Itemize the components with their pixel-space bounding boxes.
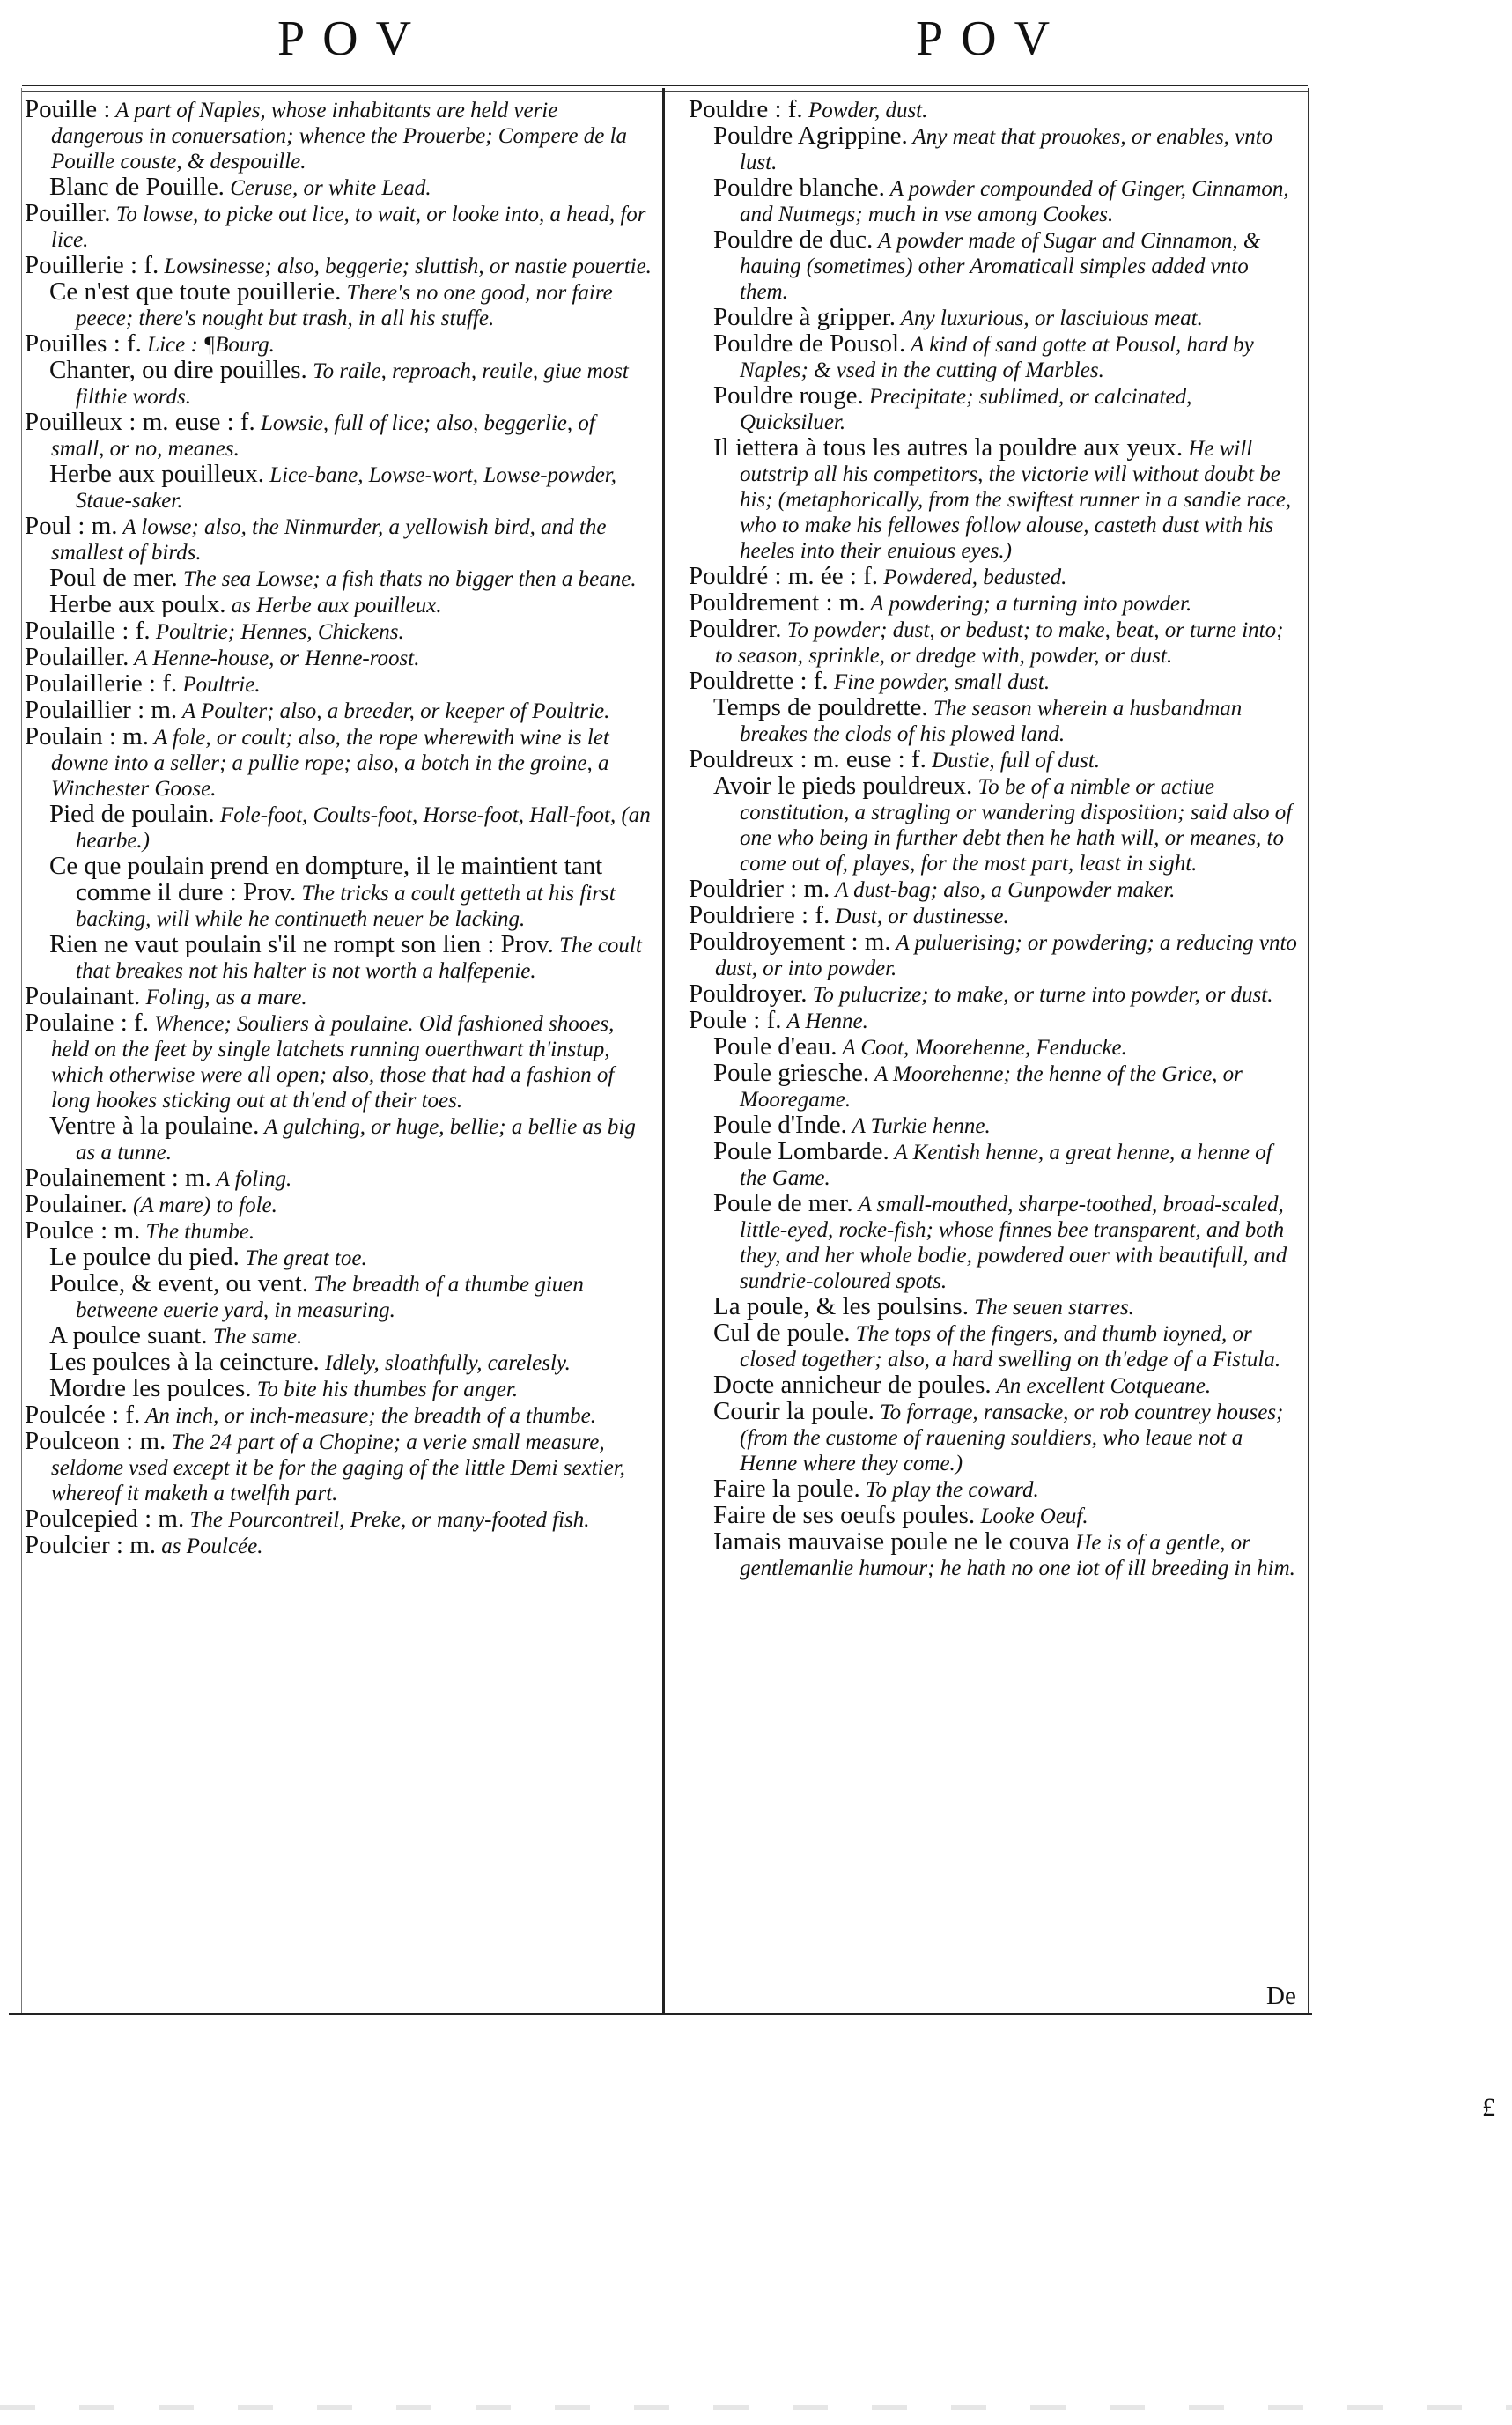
column-divider [662,88,665,2013]
entry-headword: Ventre à la poulaine. [49,1112,260,1140]
dictionary-entry [25,932,652,984]
entry-definition: To pulucrize; to make, or turne into powder, or dust. [807,983,1273,1007]
entry-headword: Il iettera à tous les autres la pouldre aux yeux. [713,433,1184,462]
entry-definition: Ceruse, or white Lead. [224,176,431,200]
entry-headword: Pouilles : f. [25,329,142,358]
entry-definition: A Moorehenne; the henne of the Grice, or Mooregame. [740,1062,1243,1112]
entry-definition: A Henne. [781,1009,868,1033]
dictionary-entry [25,592,652,618]
top-rule-inner [22,91,1308,92]
entry-definition: as Herbe aux pouilleux. [225,594,442,617]
entry-definition: To raile, reproach, reuile, giue most filthie words. [76,359,629,409]
entry-definition: Lowsinesse; also, beggerie; sluttish, or nastie pouertie. [159,255,652,278]
dictionary-entry [689,929,1301,981]
entry-definition: A powder made of Sugar and Cinnamon, & hauing (sometimes) other Aromaticall simples added vnto them. [740,229,1261,304]
dictionary-entry [689,1476,1301,1503]
entry-definition: To be of a nimble or actiue constitution, a stragling or wandering disposition; said also of one who being in further debt then he hath will, or meanes, to come out of, playes, for the most part, least in sight. [740,775,1293,876]
entry-headword: Poulainement : m. [25,1164,211,1192]
entry-headword: Pouille : [25,95,111,123]
dictionary-entry [689,773,1301,876]
entry-definition: The great toe. [239,1246,367,1270]
entry-definition: Fine powder, small dust. [828,670,1051,694]
entry-definition: Powder, dust. [802,99,928,122]
dictionary-entry [25,1218,652,1245]
entry-headword: Pouldre : f. [689,95,803,123]
dictionary-entry [25,410,652,462]
entry-definition: Foling, as a mare. [140,986,307,1009]
entry-headword: Pied de poulain. [49,800,215,828]
entry-headword: Temps de pouldrette. [713,693,928,721]
entry-definition: He will outstrip all his competitors, the victorie will without doubt be his; (metaphorically, from the swiftest runner in a sandie race, who to make his fellowes follow alouse, casteth dust with his heeles into their enuious eyes.) [740,437,1292,563]
dictionary-entry [25,698,652,724]
dictionary-entry [25,1113,652,1165]
dictionary-entry [25,1402,652,1429]
entry-headword: Les poulces à la ceincture. [49,1348,320,1376]
entry-definition: The season wherein a husbandman breakes the clods of his plowed land. [740,697,1243,746]
dictionary-entry [689,1113,1301,1139]
entry-definition: A Henne-house, or Henne-roost. [129,647,420,670]
entry-definition: Whence; Souliers à poulaine. Old fashioned shooes, held on the feet by single latchets running ouerthwart th'instup, which otherwise were all open; also, those that had a fashion of long hookes sticking out at th'end of their toes. [51,1012,615,1113]
catchword: De [1266,1982,1296,2010]
dictionary-entry [689,1191,1301,1294]
entry-definition: A Poulter; also, a breeder, or keeper of Poultrie. [177,699,610,723]
dictionary-entry [689,695,1301,747]
entry-definition: The breadth of a thumbe giuen betweene euerie yard, in measuring. [76,1273,584,1322]
entry-definition: A part of Naples, whose inhabitants are held verie dangerous in conuersation; whence the Prouerbe; Compere de la Pouille couste, & despouille. [51,99,628,174]
dictionary-entry [25,645,652,671]
entry-headword: Le poulce du pied. [49,1243,240,1271]
dictionary-entry [689,1061,1301,1113]
entry-headword: Pouldre de duc. [713,225,874,254]
entry-headword: La poule, & les poulsins. [713,1292,969,1320]
dictionary-entry [689,564,1301,590]
entry-headword: Pouldre de Pousol. [713,329,906,358]
entry-definition: An excellent Cotqueane. [991,1374,1212,1398]
entry-headword: Pouldrement : m. [689,588,866,617]
entry-headword: Pouiller. [25,199,111,227]
entry-headword: Pouldrier : m. [689,875,830,903]
dictionary-entry [25,618,652,645]
dictionary-entry [25,253,652,279]
entry-definition: To bite his thumbes for anger. [251,1378,519,1401]
entry-definition: (A mare) to fole. [127,1194,277,1217]
left-margin-rule [21,88,22,2013]
entry-headword: Pouldroyer. [689,980,808,1008]
dictionary-entry [25,1245,652,1271]
entry-headword: Poulaine : f. [25,1009,149,1037]
entry-definition: A small-mouthed, sharpe-toothed, broad-scaled, little-eyed, rocke-fish; whose finnes bee transparent, and both they, and her whole bodie, powdered ouer with beautifull, and sundrie-coloured spots. [740,1193,1287,1293]
dictionary-entry [25,566,652,592]
dictionary-entry [689,97,1301,123]
entry-headword: Poulceon : m. [25,1427,166,1455]
entry-headword: Pouldre Agrippine. [713,122,908,150]
entry-definition: A Turkie henne. [846,1114,991,1138]
entry-headword: Pouldrer. [689,615,782,643]
dictionary-entry [689,1320,1301,1372]
entry-definition: The 24 part of a Chopine; a verie small measure, seldome vsed except it be for the gaging of the little Demi sextier, whereof it maketh a twelfth part. [51,1431,625,1505]
entry-headword: Poule de mer. [713,1189,853,1217]
entry-headword: Poulcier : m. [25,1531,157,1559]
entry-definition: Any luxurious, or lasciuious meat. [895,307,1203,330]
entry-headword: Poulainer. [25,1190,128,1218]
dictionary-entry [25,671,652,698]
running-head-right: POV [916,11,1068,66]
dictionary-entry [689,227,1301,305]
entry-definition: The seuen starres. [968,1296,1134,1320]
entry-definition: Idlely, sloathfully, carelesly. [319,1351,571,1375]
dictionary-entry [25,1429,652,1506]
right-margin-rule [1308,88,1309,2013]
entry-definition: A Kentish henne, a great henne, a henne of the Game. [740,1141,1272,1190]
entry-definition: A lowse; also, the Ninmurder, a yellowish bird, and the smallest of birds. [51,515,607,565]
entry-definition: To forrage, ransacke, or rob countrey houses; (from the custome of rauening souldiers, who leaue not a Henne where they come.) [740,1401,1284,1475]
dictionary-entry [25,174,652,201]
dictionary-entry [25,1271,652,1323]
entry-headword: Herbe aux pouilleux. [49,460,265,488]
entry-definition: Lowsie, full of lice; also, beggerlie, of small, or no, meanes. [51,411,595,461]
entry-definition: The tricks a coult getteth at his first backing, will while he continueth neuer be lacking. [76,882,616,931]
entry-definition: Powdered, bedusted. [878,566,1067,589]
dictionary-entry [689,981,1301,1008]
entry-headword: Pouldre rouge. [713,381,864,410]
entry-definition: An inch, or inch-measure; the breadth of a thumbe. [140,1404,597,1428]
dictionary-entry [25,1323,652,1349]
entry-headword: Poulailler. [25,643,129,671]
entry-definition: The Pourcontreil, Preke, or many-footed fish. [184,1508,590,1532]
entry-definition: To lowse, to picke out lice, to wait, or looke into, a head, for lice. [51,203,646,252]
entry-headword: Poule d'Inde. [713,1111,847,1139]
dictionary-entry [25,802,652,854]
entry-headword: Courir la poule. [713,1397,874,1425]
dictionary-entry [25,1010,652,1113]
entry-definition: The coult that breakes not his halter is not worth a halfepenie. [76,934,642,983]
entry-definition: To powder; dust, or bedust; to make, beat, or turne into; to season, sprinkle, or dredge with, powder, or dust. [715,618,1284,668]
entry-definition: A Coot, Moorehenne, Fenducke. [837,1036,1127,1060]
dictionary-entry [689,383,1301,435]
entry-headword: Blanc de Pouille. [49,173,225,201]
dictionary-entry [689,1372,1301,1399]
entry-definition: Poultrie; Hennes, Chickens. [150,620,404,644]
dictionary-entry [689,903,1301,929]
entry-definition: A kind of sand gotte at Pousol, hard by Naples; & vsed in the cutting of Marbles. [740,333,1254,382]
dictionary-entry [25,358,652,410]
entry-headword: Pouilleux : m. euse : f. [25,408,255,436]
entry-headword: Poulcée : f. [25,1401,141,1429]
entry-headword: Poulaillier : m. [25,696,178,724]
entry-definition: Poultrie. [177,673,261,697]
entry-definition: Lice-bane, Lowse-wort, Lowse-powder, Staue-saker. [76,463,617,513]
entry-headword: Pouldreux : m. euse : f. [689,745,926,773]
entry-headword: Pouldré : m. ée : f. [689,562,879,590]
entry-headword: Poule Lombarde. [713,1137,889,1165]
bottom-edge-noise [0,2405,1512,2410]
entry-definition: Lice : ¶Bourg. [141,333,275,357]
entry-headword: Faire la poule. [713,1475,860,1503]
entry-headword: Poule griesche. [713,1059,870,1087]
dictionary-entry [25,462,652,514]
entry-definition: A puluerising; or powdering; a reducing vnto dust, or into powder. [715,931,1297,980]
entry-definition: A gulching, or huge, bellie; a bellie as big as a tunne. [76,1115,636,1164]
dictionary-entry [25,724,652,802]
entry-definition: A dust-bag; also, a Gunpowder maker. [830,878,1176,902]
entry-headword: Ce n'est que toute pouillerie. [49,277,342,306]
entry-headword: Cul de poule. [713,1319,851,1347]
entry-definition: A fole, or coult; also, the rope wherewith wine is let downe into a seller; a pullie rope; also, a botch in the groine, a Winchester Goose. [51,726,609,801]
entry-headword: Pouldre à gripper. [713,303,896,331]
dictionary-entry [25,1506,652,1533]
dictionary-entry [25,201,652,253]
right-column [689,97,1301,1581]
dictionary-entry [689,590,1301,617]
entry-definition: The thumbe. [140,1220,255,1244]
entry-definition: Fole-foot, Coults-foot, Horse-foot, Hall-foot, (an hearbe.) [76,803,651,853]
entry-definition: The sea Lowse; a fish thats no bigger then a beane. [177,567,637,591]
dictionary-entry [689,669,1301,695]
dictionary-entry [689,175,1301,227]
top-rule [22,85,1308,86]
entry-definition: A powdering; a turning into powder. [865,592,1192,616]
dictionary-entry [25,331,652,358]
entry-headword: Mordre les poulces. [49,1374,252,1402]
dictionary-entry [689,617,1301,669]
entry-headword: Poulaillerie : f. [25,669,178,698]
dictionary-entry [689,1399,1301,1476]
entry-definition: He is of a gentle, or gentlemanlie humour; he hath no one iot of ill breeding in him. [740,1531,1295,1580]
entry-definition: as Poulcée. [156,1534,263,1558]
dictionary-entry [689,1294,1301,1320]
dictionary-entry [689,876,1301,903]
entry-headword: Pouldriere : f. [689,901,830,929]
dictionary-entry [689,1034,1301,1061]
entry-definition: A powder compounded of Ginger, Cinnamon, and Nutmegs; much in vse among Cookes. [740,177,1289,226]
entry-definition: A foling. [210,1167,292,1191]
entry-definition: There's no one good, nor faire peece; there's nought but trash, in all his stuffe. [76,281,613,330]
dictionary-entry [25,514,652,566]
margin-mark: £ [1482,2093,1495,2122]
entry-headword: Pouldroyement : m. [689,928,891,956]
entry-definition: The tops of the fingers, and thumb ioyned, or closed together; also, a hard swelling on th'edge of a Fistula. [740,1322,1281,1371]
entry-definition: The same. [207,1325,303,1349]
entry-definition: To play the coward. [859,1478,1039,1502]
entry-headword: Ce que poulain prend en dompture, il le maintient tant comme il dure : Prov. [49,852,603,906]
entry-headword: Poulain : m. [25,722,149,750]
dictionary-entry [25,279,652,331]
entry-headword: Avoir le pieds pouldreux. [713,772,973,800]
dictionary-entry [25,1192,652,1218]
dictionary-entry [25,1349,652,1376]
left-column [25,97,652,1559]
dictionary-entry [689,331,1301,383]
entry-headword: Poule : f. [689,1006,782,1034]
entry-headword: Poulce, & event, ou vent. [49,1269,308,1298]
dictionary-entry [689,1529,1301,1581]
entry-definition: Precipitate; sublimed, or calcinated, Quicksiluer. [740,385,1192,434]
dictionary-entry [25,1376,652,1402]
entry-headword: Iamais mauvaise poule ne le couva [713,1527,1071,1556]
dictionary-entry [25,854,652,932]
dictionary-entry [25,1533,652,1559]
dictionary-entry [25,97,652,174]
running-head-left: POV [277,11,430,66]
entry-headword: Herbe aux poulx. [49,590,226,618]
dictionary-entry [25,1165,652,1192]
entry-headword: Poule d'eau. [713,1032,837,1061]
entry-definition: Any meat that prouokes, or enables, vnto lust. [740,125,1273,174]
dictionary-entry [689,1008,1301,1034]
dictionary-entry [689,435,1301,564]
dictionary-entry [689,1503,1301,1529]
dictionary-entry [689,123,1301,175]
entry-definition: Dust, or dustinesse. [830,905,1009,928]
dictionary-entry [689,1139,1301,1191]
entry-headword: Poulce : m. [25,1216,141,1245]
entry-definition: Looke Oeuf. [975,1505,1088,1528]
entry-headword: Poulaille : f. [25,617,151,645]
entry-headword: Poulcepied : m. [25,1505,185,1533]
dictionary-entry [25,984,652,1010]
dictionary-entry [689,305,1301,331]
dictionary-entry [689,747,1301,773]
entry-headword: Pouillerie : f. [25,251,159,279]
entry-headword: Chanter, ou dire pouilles. [49,356,307,384]
entry-headword: Pouldre blanche. [713,174,885,202]
entry-headword: Poul : m. [25,512,118,540]
entry-headword: Poul de mer. [49,564,178,592]
entry-headword: Poulainant. [25,982,141,1010]
bottom-rule [9,2013,1312,2015]
entry-headword: Pouldrette : f. [689,667,829,695]
entry-headword: A poulce suant. [49,1321,208,1349]
entry-headword: Rien ne vaut poulain s'il ne rompt son lien : Prov. [49,930,554,958]
entry-definition: Dustie, full of dust. [926,749,1101,773]
entry-headword: Docte annicheur de poules. [713,1371,992,1399]
entry-headword: Faire de ses oeufs poules. [713,1501,976,1529]
